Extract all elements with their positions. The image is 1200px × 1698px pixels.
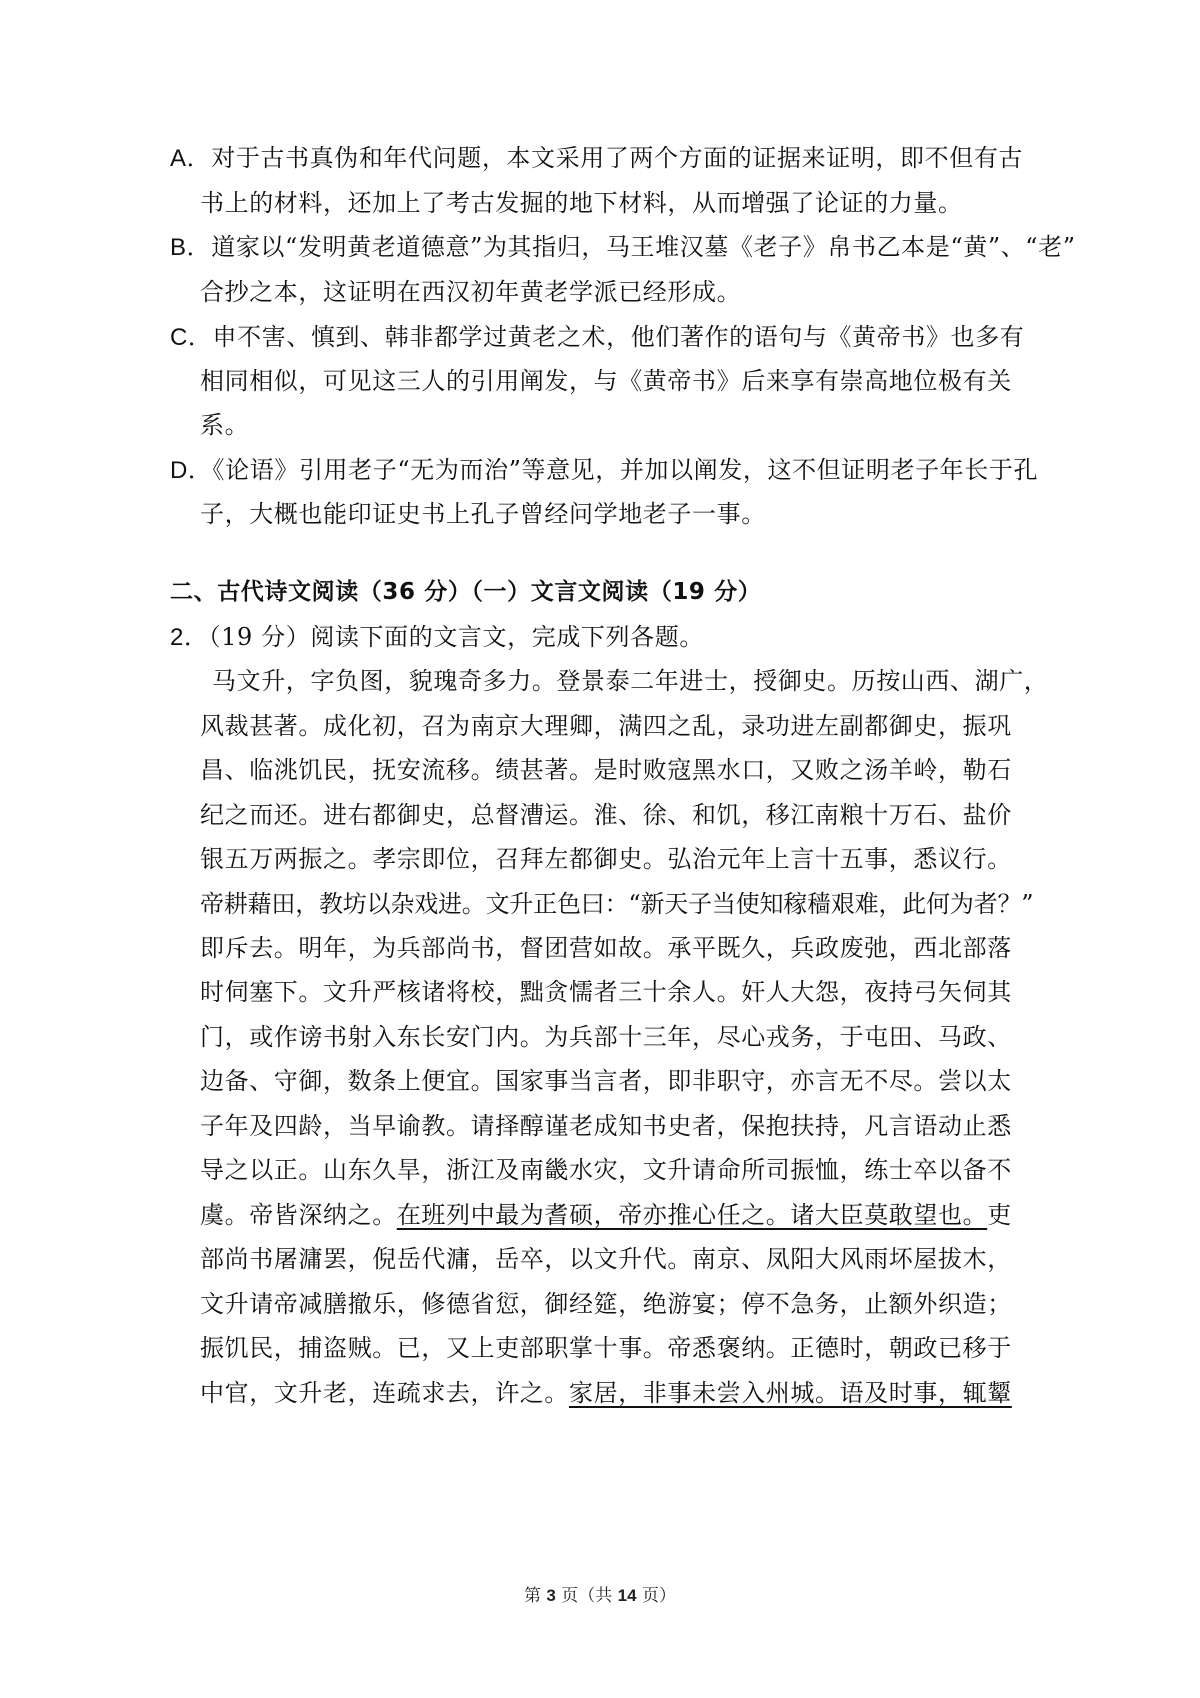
total-pages: 14 (617, 1586, 637, 1605)
passage-line: 纪之而还。进右都御史，总督漕运。淮、徐、和饥，移江南粮十万石、盐价 (200, 801, 1012, 829)
footer-middle: 页（共 (555, 1586, 618, 1606)
option-d-label: D． (170, 457, 213, 484)
passage-line (200, 1378, 1012, 1408)
option-b-label: B． (170, 234, 212, 261)
passage-line: 边备、守御，数条上便宜。国家事当言者，即非职守，亦言无不尽。尝以太 (200, 1067, 1012, 1095)
option-a-line-1: 对于古书真伪和年代问题，本文采用了两个方面的证据来证明，即不但有古 (211, 144, 1024, 172)
passage-line: 门，或作谤书射入东长安门内。为兵部十三年，尽心戎务，于屯田、马政、 (200, 1023, 1012, 1051)
option-d (170, 455, 1038, 486)
page-footer (0, 1581, 1200, 1606)
passage-line: 振饥民，捕盗贼。已，又上吏部职掌十事。帝悉褒纳。正德时，朝政已移于 (200, 1334, 1012, 1362)
passage-line: 银五万两振之。孝宗即位，召拜左都御史。弘治元年上言十五事，悉议行。 (200, 845, 1012, 873)
option-a-label: A． (170, 145, 212, 172)
passage-line: 部尚书屠滽罢，倪岳代滽，岳卒，以文升代。南京、凤阳大风雨坏屋拔木， (200, 1245, 1012, 1273)
underlined-sentence: 家居，非事未尝入州城。语及时事，辄颦 (569, 1379, 1012, 1407)
passage-line: 子年及四龄，当早谕教。请择醇谨老成知书史者，保抱扶持，凡言语动止悉 (200, 1112, 1012, 1140)
option-c-label: C． (170, 324, 213, 351)
passage-line: 风裁甚著。成化初，召为南京大理卿，满四之乱，录功进左副都御史，振巩 (200, 712, 1012, 740)
section-heading: 二、古代诗文阅读（36 分）（一）文言文阅读（19 分） (170, 579, 762, 605)
question-2 (170, 622, 704, 653)
option-c-line-3: 系。 (200, 411, 250, 439)
passage-line: 帝耕藉田，教坊以杂戏进。文升正色曰：“新天子当使知稼穑艰难，此何为者？” (200, 890, 1034, 918)
footer-prefix: 第 (523, 1586, 547, 1606)
passage-line (200, 1200, 1012, 1230)
option-c (170, 322, 1024, 353)
option-a (170, 143, 1023, 174)
passage-text: 中官，文升老，连疏求去，许之。 (200, 1379, 569, 1407)
passage-line: 时伺塞下。文升严核诸将校，黜贪懦者三十余人。奸人大怨，夜持弓矢伺其 (200, 978, 1012, 1006)
option-b-line-2: 合抄之本，这证明在西汉初年黄老学派已经形成。 (200, 278, 742, 306)
passage-line: 文升请帝减膳撤乐，修德省愆，御经筵，绝游宴；停不急务，止额外织造； (200, 1290, 1012, 1318)
footer-suffix: 页） (636, 1586, 676, 1606)
question-prompt: （19 分）阅读下面的文言文，完成下列各题。 (208, 623, 704, 651)
passage-text: 虞。帝皆深纳之。 (200, 1201, 397, 1229)
underlined-sentence: 在班列中最为耆硕，帝亦推心任之。诸大臣莫敢望也。 (396, 1201, 988, 1229)
passage-line: 昌、临洮饥民，抚安流移。绩甚著。是时败寇黑水口，又败之汤羊岭，勒石 (200, 756, 1012, 784)
option-c-line-2: 相同相似，可见这三人的引用阐发，与《黄帝书》后来享有崇高地位极有关 (200, 367, 1012, 395)
option-b (170, 232, 1076, 263)
option-c-line-1: 申不害、慎到、韩非都学过黄老之术，他们著作的语句与《黄帝书》也多有 (212, 323, 1025, 351)
passage-line: 即斥去。明年，为兵部尚书，督团营如故。承平既久，兵政废弛，西北部落 (200, 934, 1012, 962)
passage-line: 导之以正。山东久旱，浙江及南畿水灾，文升请命所司振恤，练士卒以备不 (200, 1156, 1012, 1184)
option-d-line-1: 《论语》引用老子“无为而治”等意见，并加以阐发，这不但证明老子年长于孔 (212, 456, 1039, 484)
current-page-number: 3 (546, 1586, 556, 1605)
option-a-line-2: 书上的材料，还加上了考古发掘的地下材料，从而增强了论证的力量。 (200, 189, 963, 217)
option-b-line-1: 道家以“发明黄老道德意”为其指归，马王堆汉墓《老子》帛书乙本是“黄”、“老” (211, 233, 1076, 261)
option-d-line-2: 子，大概也能印证史书上孔子曾经问学地老子一事。 (200, 500, 766, 528)
passage-text: 吏 (987, 1201, 1012, 1229)
question-number: 2． (170, 624, 209, 651)
passage-line: 马文升，字负图，貌瑰奇多力。登景泰二年进士，授御史。历按山西、湖广， (212, 667, 1049, 695)
